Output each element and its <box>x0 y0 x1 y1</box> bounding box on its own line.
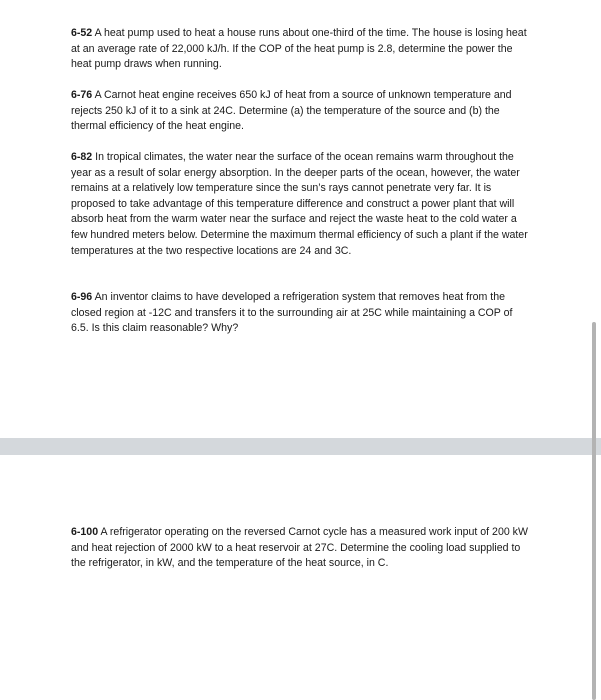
problem-6-52 <box>71 26 531 73</box>
page-separator <box>0 438 601 455</box>
problem-text: A heat pump used to heat a house runs about one-third of the time. The house is losing heat at an average rate of 22,000 kJ/h. If the COP of the heat pump is 2.8, determine the power the heat pump draws when running. <box>71 27 527 71</box>
problem-6-76 <box>71 88 531 135</box>
problem-number: 6-76 <box>71 89 93 101</box>
problem-number: 6-52 <box>71 27 93 39</box>
problem-text: An inventor claims to have developed a refrigeration system that removes heat from the closed region at -12C and transfers it to the surrounding air at 25C while maintaining a COP of 6.5. Is this claim reasonable? Why? <box>71 291 513 335</box>
vertical-scrollbar[interactable] <box>592 322 596 700</box>
problem-6-96 <box>71 290 531 337</box>
problem-number: 6-82 <box>71 151 93 163</box>
document-page-2 <box>0 455 601 700</box>
problem-text: A Carnot heat engine receives 650 kJ of heat from a source of unknown temperature and rejects 250 kJ of it to a sink at 24C. Determine (a) the temperature of the source and (b) the thermal efficiency of the heat engine. <box>71 89 512 133</box>
problem-number: 6-96 <box>71 291 93 303</box>
problem-text: A refrigerator operating on the reversed Carnot cycle has a measured work input of 200 kW and heat rejection of 2000 kW to a heat reservoir at 27C. Determine the cooling load supplied to the refrigerator, in kW, and the temperature of the heat source, in C. <box>71 526 528 570</box>
problem-number: 6-100 <box>71 526 99 538</box>
problem-6-82 <box>71 150 531 259</box>
problem-text: In tropical climates, the water near the surface of the ocean remains warm throughout the year as a result of solar energy absorption. In the deeper parts of the ocean, however, the water remains at a relatively low temperature since the sun’s rays cannot penetrate very far. It is proposed to take advantage of this temperature difference and construct a power plant that will absorb heat from the warm water near the surface and reject the waste heat to the cold water a few hundred meters below. Determine the maximum thermal efficiency of such a plant if the water temperatures at the two respective locations are 24 and 3C. <box>71 151 528 257</box>
problem-6-100 <box>71 525 531 572</box>
